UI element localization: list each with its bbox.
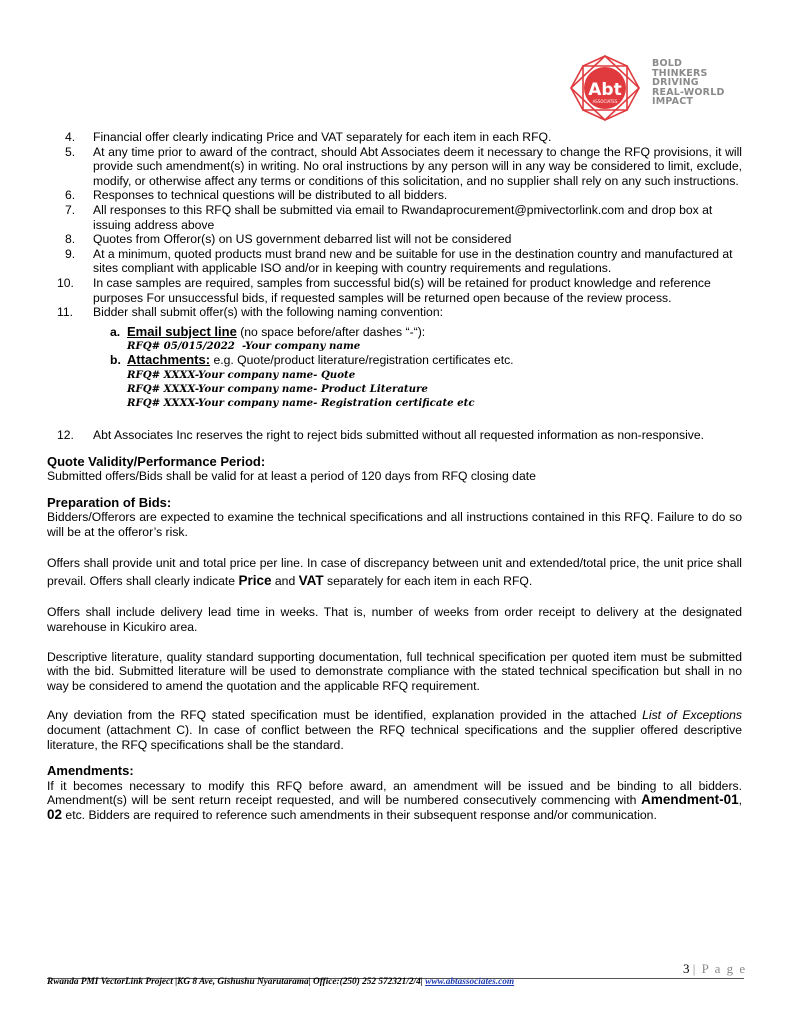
list-item: 6. Responses to technical questions will be distributed to all bidders. (65, 188, 448, 203)
preparation-p4: Descriptive literature, quality standard supporting documentation, full technical specification per quoted item must be submitted with the bid. Submitted literature will be used to demonstrate compliance with the stated technical specification but shall in no way be considered to amend the quotation and the applicable RFQ requirement. (47, 649, 742, 693)
list-item: 7. All responses to this RFQ shall be submitted via email to Rwandaprocurement@pmivectorlink.com and drop box at issuing address above (65, 202, 713, 232)
preparation-p2: Offers shall provide unit and total price per line. In case of discrepancy between unit and extended/total price, the unit price shall prevail. Offers shall clearly indicate Price and VAT separately for each item in each RFQ. (47, 556, 742, 589)
validity-heading: Quote Validity/Performance Period: (47, 453, 266, 469)
list-item: 11. Bidder shall submit offer(s) with the following naming convention: (57, 305, 444, 320)
requirements-list (47, 130, 742, 320)
code-line: RFQ# 05/015/2022 -Your company name (127, 340, 361, 353)
page-number: 3 | P a g e (683, 961, 747, 976)
document-body (47, 130, 742, 823)
logo-tagline: BOLD THINKERS DRIVING REAL-WORLD IMPACT (652, 58, 725, 108)
svg-text:ASSOCIATES: ASSOCIATES (592, 99, 618, 104)
code-line: RFQ# XXXX-Your company name- Quote (127, 368, 356, 381)
code-line: RFQ# XXXX-Your company name- Product Literature (127, 382, 428, 395)
list-item: 4. Financial offer clearly indicating Price and VAT separately for each item in each RFQ. (65, 130, 552, 144)
abt-logo (565, 54, 745, 124)
footer: Rwanda PMI VectorLink Project |KG 8 Ave, Gishushu Nyarutarama| Office:(250) 252 572321/2/4| www.abtassociates.com (47, 977, 515, 987)
list-item: 12. Abt Associates Inc reserves the right to reject bids submitted without all requested information as non-responsive. (57, 427, 705, 442)
list-item: 8. Quotes from Offeror(s) on US government debarred list will not be considered (65, 232, 512, 247)
naming-convention (47, 325, 742, 410)
preparation-p3: Offers shall include delivery lead time in weeks. That is, number of weeks from order receipt to delivery at the designated warehouse in Kicukiro area. (47, 605, 742, 635)
abt-logo-mark (565, 54, 645, 124)
amendments-heading: Amendments: (47, 763, 134, 779)
svg-text:Abt: Abt (588, 80, 622, 100)
validity-text: Submitted offers/Bids shall be valid for at least a period of 120 days from RFQ closing date (47, 469, 536, 484)
preparation-p1: Bidders/Offerors are expected to examine the technical specifications and all instructions contained in this RFQ. Failure to do so will be at the offeror’s risk. (47, 510, 742, 539)
list-item: 9. At a minimum, quoted products must brand new and be suitable for use in the destination country and manufactured at sites compliant with applicable ISO and/or in keeping with country requirements and regulations. (65, 246, 733, 276)
code-line: RFQ# XXXX-Your company name- Registration certificate etc (127, 396, 475, 409)
preparation-p5: Any deviation from the RFQ stated specification must be identified, explanation provided in the attached List of Exceptions document (attachment C). In case of conflict between the RFQ technical specifications and the supplier offered descriptive literature, the RFQ specifications shall be the standard. (47, 708, 742, 752)
requirements-list-cont (47, 428, 742, 443)
naming-email-subject: a. Email subject line (no space before/after dashes “-“): (110, 323, 426, 339)
list-item: 10. In case samples are required, samples from successful bid(s) will be retained for product knowledge and reference purposes For unsuccessful bids, if requested samples will be returned open because of the review process. (57, 275, 711, 305)
website-link[interactable]: www.abtassociates.com (425, 977, 515, 987)
amendments-text: If it becomes necessary to modify this RFQ before award, an amendment will be issued and be binding to all bidders. Amendment(s) will be sent return receipt requested, and will be numbered consecutively commencing with Amendment-01, 02 etc. Bidders are required to reference such amendments in their subsequent response and/or communication. (47, 778, 742, 822)
naming-attachments: b. Attachments: e.g. Quote/product literature/registration certificates etc. (110, 352, 514, 368)
preparation-heading: Preparation of Bids: (47, 494, 172, 510)
list-item: 5. At any time prior to award of the contract, should Abt Associates deem it necessary to change the RFQ provisions, it will provide such amendment(s) in writing. No oral instructions by any person will in any way be considered to limit, exclude, modify, or otherwise affect any terms or conditions of this solicitation, and no supplier shall rely on any such instructions. (65, 144, 742, 188)
